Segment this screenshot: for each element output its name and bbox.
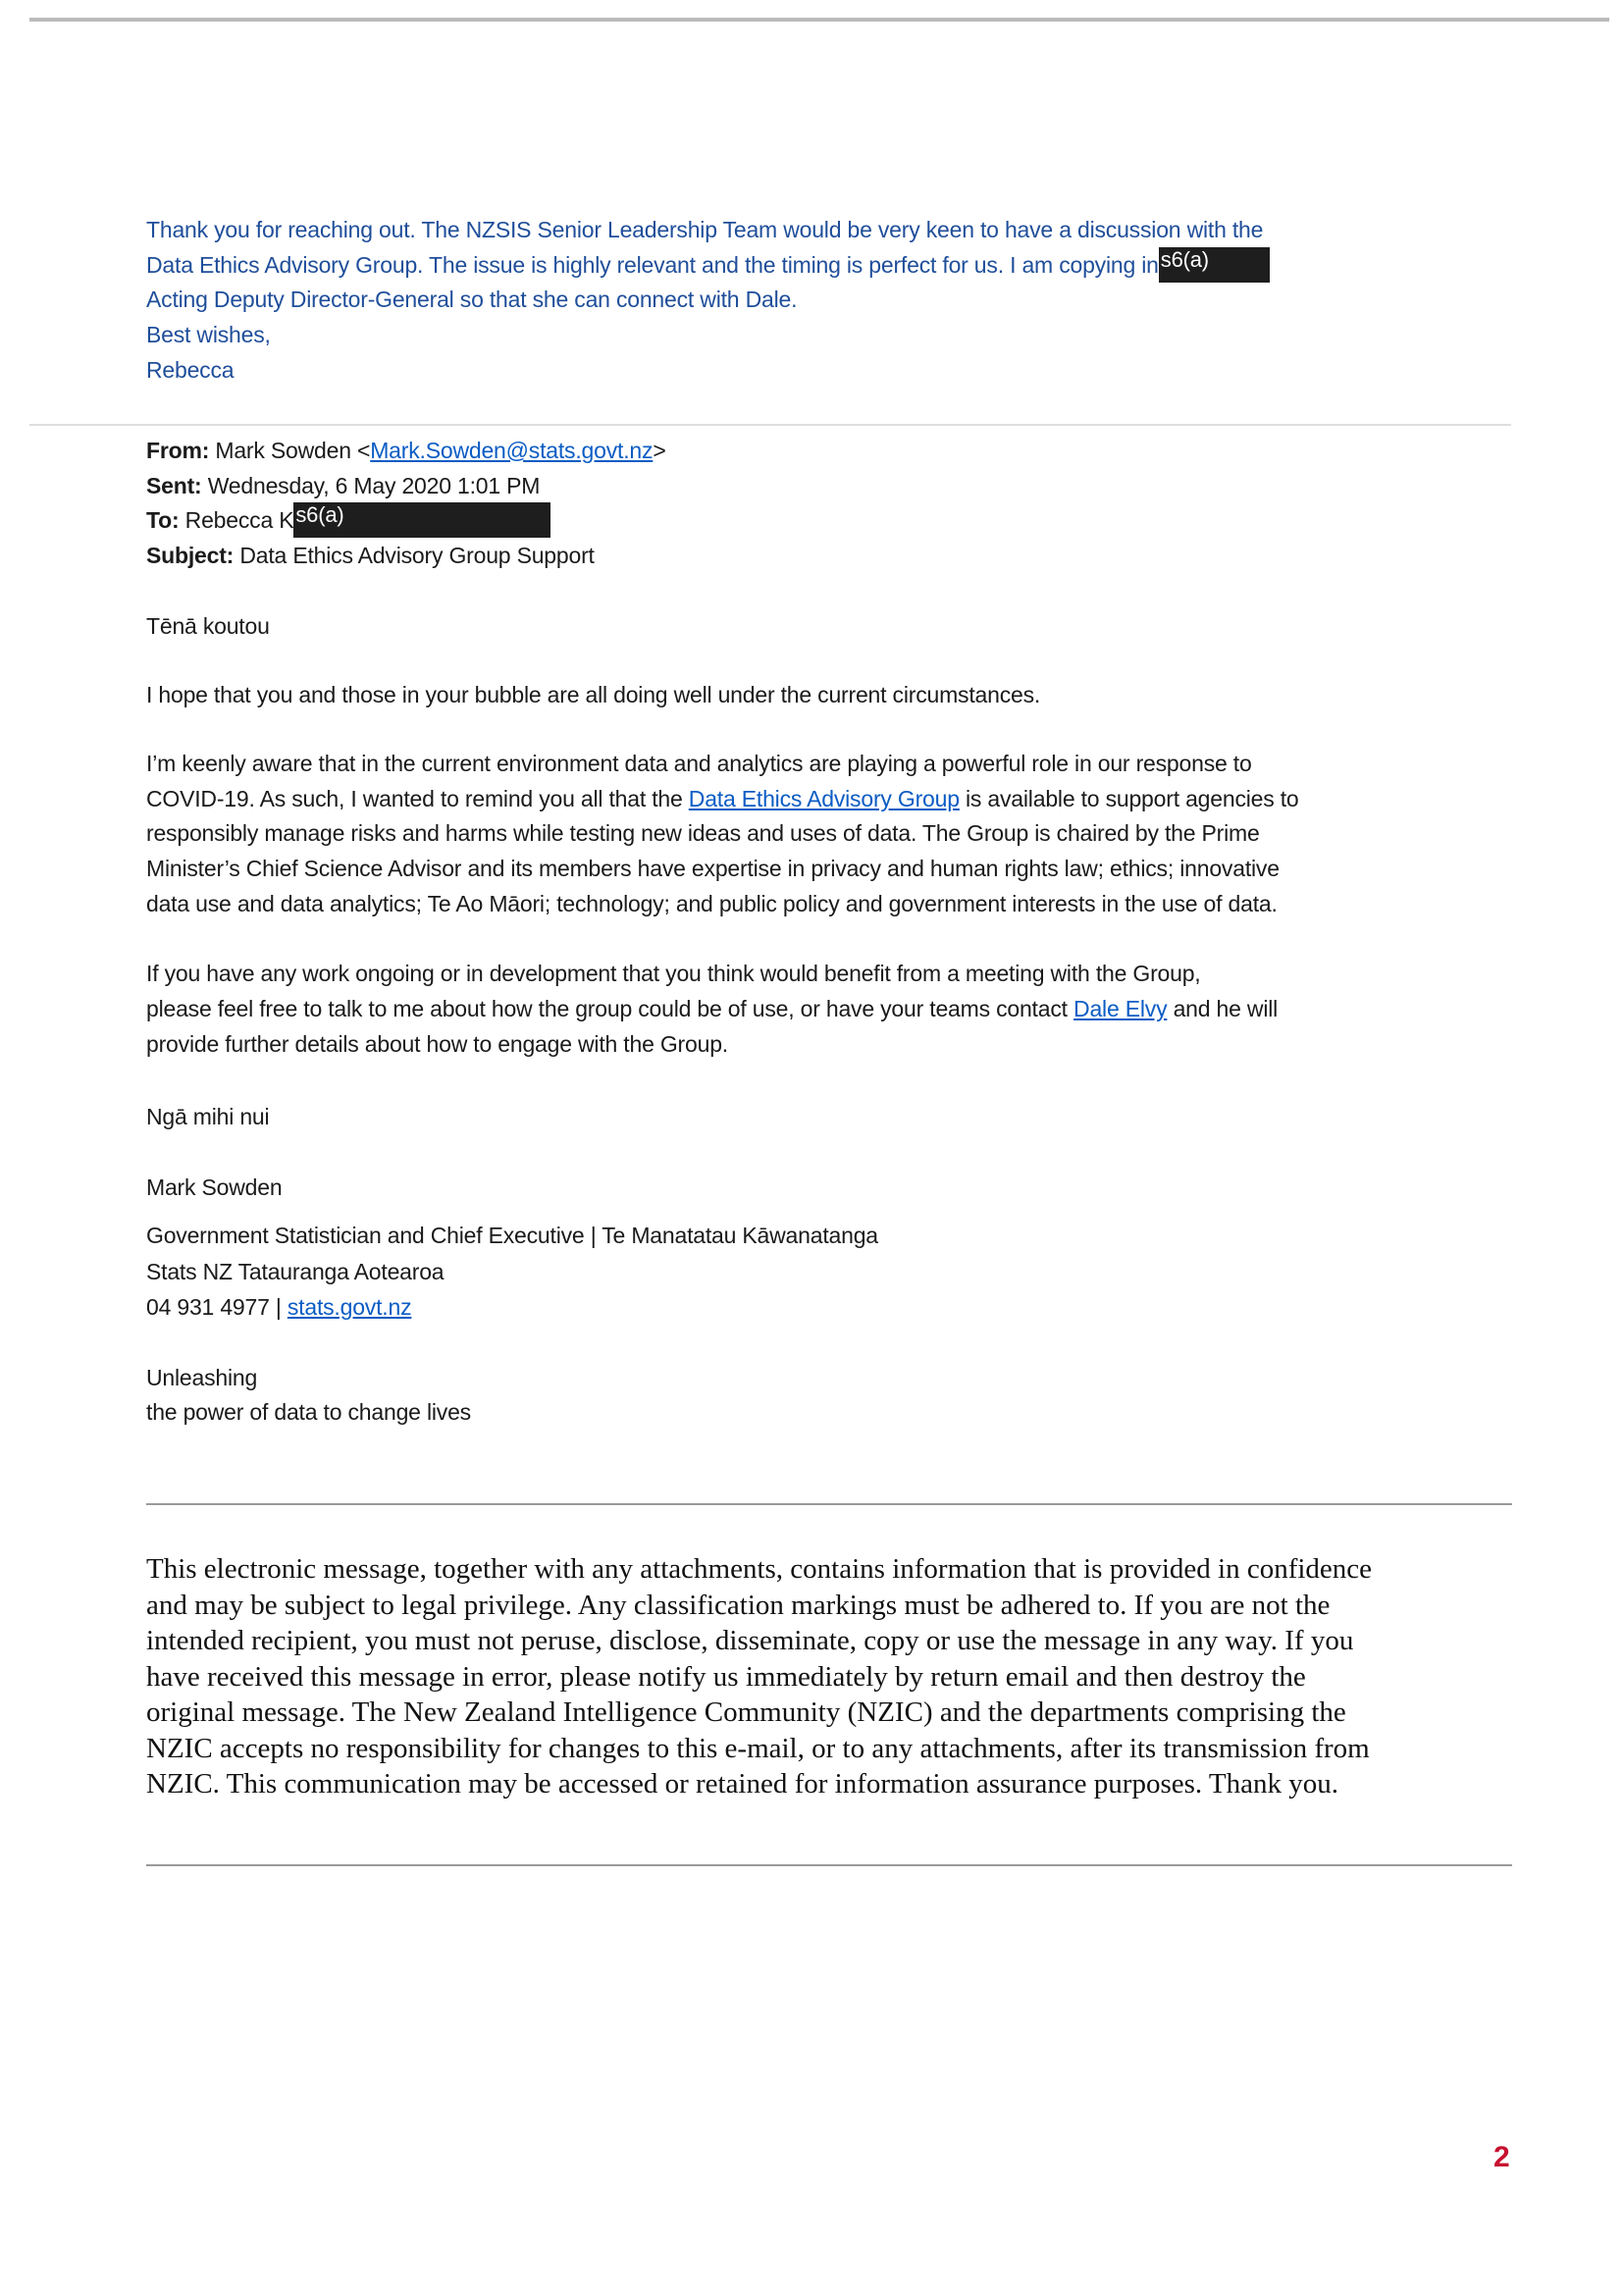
disclaimer-line: NZIC accepts no responsibility for changes to this e-mail, or to any attachments, after its transmission from — [146, 1733, 1370, 1764]
paragraph-2-line: data use and data analytics; Te Ao Māori; technology; and public policy and government interests in the use of data. — [146, 891, 1278, 916]
subject-label: Subject: — [146, 543, 235, 568]
to-label: To: — [146, 507, 180, 533]
data-ethics-group-link[interactable]: Data Ethics Advisory Group — [688, 786, 960, 811]
reply-line: Best wishes, — [146, 322, 271, 347]
text: is available to support agencies to — [959, 786, 1299, 811]
dale-elvy-link[interactable]: Dale Elvy — [1073, 996, 1168, 1021]
reply-line: Acting Deputy Director-General so that she can connect with Dale. — [146, 287, 798, 312]
signature-org: Stats NZ Tatauranga Aotearoa — [146, 1259, 445, 1284]
disclaimer-line: intended recipient, you must not peruse, disclose, disseminate, copy or use the message in any way. If you — [146, 1625, 1354, 1656]
text: COVID-19. As such, I wanted to remind you all that the — [146, 786, 689, 811]
reply-text: Data Ethics Advisory Group. The issue is highly relevant and the timing is perfect for us. I am copying in — [146, 252, 1159, 278]
subject-value: Data Ethics Advisory Group Support — [239, 543, 595, 568]
to-value: Rebecca K — [184, 507, 294, 533]
paragraph-2-line: I’m keenly aware that in the current environment data and analytics are playing a powerful role in our response to — [146, 751, 1252, 776]
paragraph-1: I hope that you and those in your bubble are all doing well under the current circumstances. — [146, 682, 1041, 707]
paragraph-2-line: responsibly manage risks and harms while testing new ideas and uses of data. The Group is chaired by the Prime — [146, 820, 1260, 846]
sent-label: Sent: — [146, 473, 202, 498]
paragraph-3-line — [146, 991, 1278, 1026]
redaction-box: s6(a) — [1159, 247, 1270, 283]
from-line — [146, 433, 666, 468]
disclaimer-line: original message. The New Zealand Intelligence Community (NZIC) and the departments comprising the — [146, 1696, 1346, 1728]
greeting: Tēnā koutou — [146, 613, 270, 639]
page-number: 2 — [1493, 2141, 1510, 2173]
disclaimer-line: have received this message in error, please notify us immediately by return email and then destroy the — [146, 1661, 1306, 1693]
from-label: From: — [146, 438, 210, 463]
reply-line: Rebecca — [146, 357, 235, 383]
website-link[interactable]: stats.govt.nz — [287, 1294, 412, 1320]
top-rule — [29, 18, 1609, 22]
disclaimer-line: NZIC. This communication may be accessed or retained for information assurance purposes. Thank you. — [146, 1768, 1338, 1800]
to-line — [146, 502, 550, 538]
disclaimer-line: and may be subject to legal privilege. Any classification markings must be adhered to. If you are not the — [146, 1590, 1331, 1621]
subject-line — [146, 538, 595, 573]
signature-title: Government Statistician and Chief Executive | Te Manatatau Kāwanatanga — [146, 1223, 878, 1248]
from-email-link[interactable]: Mark.Sowden@stats.govt.nz — [370, 438, 654, 463]
sent-line — [146, 468, 540, 503]
text: please feel free to talk to me about how the group could be of use, or have your teams contact — [146, 996, 1074, 1021]
sent-value: Wednesday, 6 May 2020 1:01 PM — [207, 473, 541, 498]
disclaimer-top-rule — [146, 1503, 1512, 1505]
paragraph-3-line: provide further details about how to engage with the Group. — [146, 1031, 728, 1057]
separator — [29, 424, 1511, 426]
from-name: Mark Sowden < — [215, 438, 371, 463]
tagline-2: the power of data to change lives — [146, 1399, 471, 1425]
paragraph-3-line: If you have any work ongoing or in development that you think would benefit from a meeting with the Group, — [146, 961, 1201, 986]
paragraph-2-line: Minister’s Chief Science Advisor and its members have expertise in privacy and human rights law; ethics; innovative — [146, 856, 1280, 881]
text: and he will — [1167, 996, 1279, 1021]
signature-name: Mark Sowden — [146, 1174, 283, 1200]
reply-line: Thank you for reaching out. The NZSIS Senior Leadership Team would be very keen to have a discussion with the — [146, 217, 1264, 242]
disclaimer-bottom-rule — [146, 1864, 1512, 1866]
phone: 04 931 4977 | — [146, 1294, 288, 1320]
from-end: > — [653, 438, 666, 463]
signoff: Ngā mihi nui — [146, 1104, 270, 1129]
reply-line — [146, 247, 1270, 283]
disclaimer-line: This electronic message, together with any attachments, contains information that is provided in confidence — [146, 1553, 1373, 1585]
paragraph-2-line — [146, 781, 1299, 816]
signature-contact — [146, 1289, 411, 1325]
redaction-box: s6(a) — [293, 502, 550, 538]
tagline-1: Unleashing — [146, 1365, 258, 1390]
